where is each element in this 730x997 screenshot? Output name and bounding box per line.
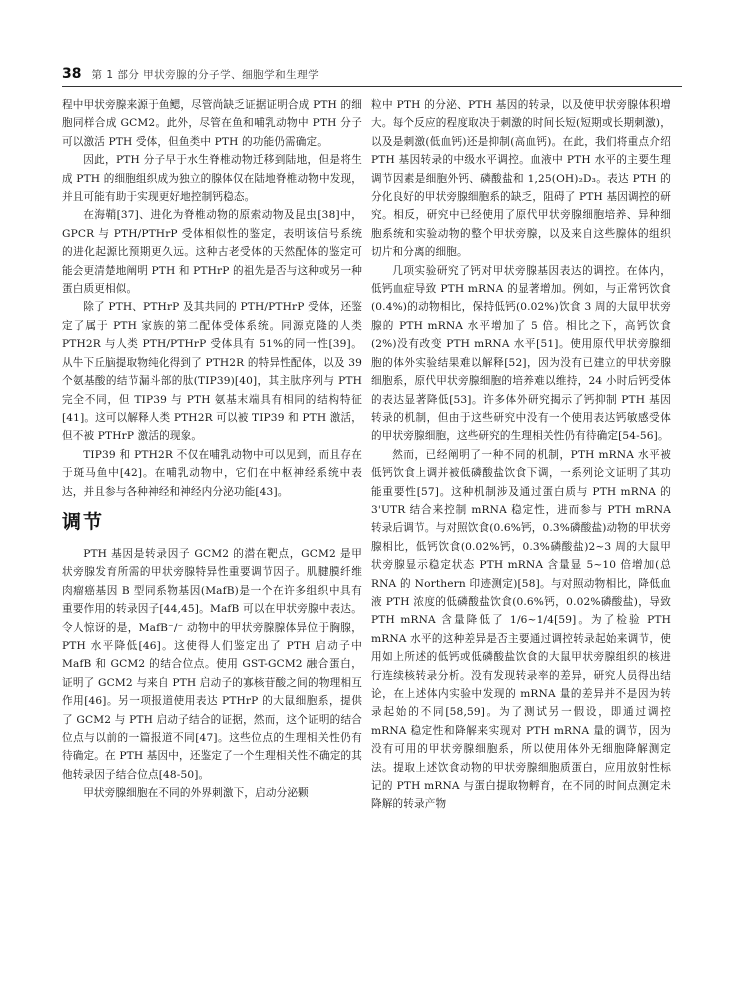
paragraph: 然而，已经阐明了一种不同的机制，PTH mRNA 水平被低钙饮食上调并被低磷酸盐饮食下调，一系列论文证明了其功能重要性[57]。这种机制涉及通过蛋白质与 PTH mRNA 的 3'UTR 结合来控制 mRNA 稳定性，进而参与 PTH mRNA 转录后调节。与对照饮食(0.6%钙，0.3%磷酸盐)动物的甲状旁腺相比，低钙饮食(0.02%钙，0.3%磷酸盐)2~3 周的大鼠甲状旁腺显示稳定状态 PTH mRNA 含量显 5~10 倍增加(总 RNA 的 Northern 印迹测定)[58]。与对照动物相比，降低血液 PTH 浓度的低磷酸盐饮食(0.6%钙，0.02%磷酸盐)，导致 PTH mRNA 含量降低了 1/6~1/4[59]。为了检验 PTH mRNA 水平的这种差异是否主要通过调控转录起始来调节，使用如上所述的低钙或低磷酸盐饮食的大鼠甲状旁腺组织的核进行连续核转录分析。没有发现转录率的差异，研究人员得出结论，在上述体内实验中发现的 mRNA 量的差异并不是因为转录起始的不同[58,59]。为了测试另一假设，即通过调控 mRNA 稳定性和降解来实现对 PTH mRNA 量的调节，因为没有可用的甲状旁腺细胞系，所以使用体外无细胞降解测定法。提取上述饮食动物的甲状旁腺细胞质蛋白，应用放射性标记的 PTH mRNA 与蛋白提取物孵育，在不同的时间点测定未降解的转录产物 (371, 448, 671, 811)
paragraph: 几项实验研究了钙对甲状旁腺基因表达的调控。在体内，低钙血症导致 PTH mRNA 的显著增加。例如，与正常钙饮食(0.4%)的动物相比，保持低钙(0.02%)饮食 3 周的大鼠甲状旁腺的 PTH mRNA 水平增加了 5 倍。相比之下，高钙饮食(2%)没有改变 PTH mRNA 水平[51]。使用原代甲状旁腺细胞的体外实验结果难以解释[52]，因为没有已建立的甲状旁腺细胞系，原代甲状旁腺细胞的培养难以维持，24 小时后钙受体的表达显著降低[53]。许多体外研究揭示了钙抑制 PTH 基因转录的机制，但由于这些研究中没有一个使用表达钙敏感受体的甲状旁腺细胞，这些研究的生理相关性仍有待确定[54-56]。 (371, 264, 671, 443)
paragraph: 甲状旁腺细胞在不同的外界刺激下，启动分泌颗 (83, 787, 309, 800)
paragraph: TIP39 和 PTH2R 不仅在哺乳动物中可以见到，而且存在于斑马鱼中[42]。在哺乳动物中，它们在中枢神经系统中表达，并且参与各种神经和神经内分泌功能[43]。 (62, 448, 362, 498)
running-header (62, 66, 682, 84)
paragraph: 除了 PTH、PTHrP 及其共同的 PTH/PTHrP 受体，还鉴定了属于 PTH 家族的第二配体受体系统。同源克隆的人类 PTH2R 与人类 PTH/PTHrP 受体具有 51%的同一性[39]。从牛下丘脑提取物纯化得到了 PTH2R 的特异性配体，以及 39 个氨基酸的结节漏斗部的肽(TIP39)[40]，其主肽序列与 PTH 完全不同，但 TIP39 与 PTH 氨基末端具有相同的结构特征[41]。这可以解释人类 PTH2R 可以被 TIP39 和 PTH 激活，但不被 PTHrP 激活的现象。 (62, 301, 362, 443)
paragraph: 在海鞘[37]、进化为脊椎动物的原索动物及昆虫[38]中，GPCR 与 PTH/PTHrP 受体相似性的鉴定，表明该信号系统的进化起源比预期更久远。这种古老受体的天然配体的鉴定可能会更清楚地阐明 PTH 和 PTHrP 的祖先是否与这种或另一种蛋白质更相似。 (62, 209, 362, 296)
running-head-title: 第 1 部分 甲状旁腺的分子学、细胞学和生理学 (91, 69, 320, 81)
section-heading: 调节 (62, 510, 105, 533)
paragraph: 粒中 PTH 的分泌、PTH 基因的转录，以及使甲状旁腺体积增大。每个反应的程度取决于刺激的时间长短(短期或长期刺激)，以及是刺激(低血钙)还是抑制(高血钙)。在此，我们将重点介绍 PTH 基因转录的中级水平调控。血液中 PTH 水平的主要生理调节因素是细胞外钙、磷酸盐和 1,25(OH)₂D₃。表达 PTH 的分化良好的甲状旁腺细胞系的缺乏，阻碍了 PTH 基因调控的研究。相反，研究中已经使用了原代甲状旁腺细胞培养、异种细胞系统和实验动物的整个甲状旁腺，以及来自这些腺体的组织切片和分离的细胞。 (371, 99, 671, 259)
left-column (62, 96, 362, 966)
right-column (371, 96, 671, 966)
paragraph: 程中甲状旁腺来源于鱼鳃，尽管尚缺乏证据证明合成 PTH 的细胞同样合成 GCM2。此外，尽管在鱼和哺乳动物中 PTH 分子可以激活 PTH 受体，但鱼类中 PTH 的功能仍需确定。 (62, 99, 362, 148)
paragraph: 因此，PTH 分子早于水生脊椎动物迁移到陆地，但是将生成 PTH 的细胞组织成为独立的腺体仅在陆地脊椎动物中发现，并且可能有助于实现更好地控制钙稳态。 (62, 154, 362, 204)
header-rule (62, 86, 682, 87)
page-number: 38 (62, 66, 82, 82)
paragraph: PTH 基因是转录因子 GCM2 的潜在靶点，GCM2 是甲状旁腺发育所需的甲状旁腺特异性重要调节因子。肌腱膜纤维肉瘤癌基因 B 型同系物基因(MafB)是一个在许多组织中具有重要作用的转录因子[44,45]。MafB 可以在甲状旁腺中表达。令人惊讶的是，MafB⁻/⁻ 动物中的甲状旁腺腺体异位于胸腺，PTH 水平降低[46]。这使得人们鉴定出了 PTH 启动子中 MafB 和 GCM2 的结合位点。使用 GST-GCM2 融合蛋白，证明了 GCM2 与来自 PTH 启动子的寡核苷酸之间的物理相互作用[46]。另一项报道使用表达 PTHrP 的大鼠细胞系，提供了 GCM2 与 PTH 启动子结合的证据，然而，这个证明的结合位点与以前的一篇报道不同[47]。这些位点的生理相关性仍有待确定。在 PTH 基因中，还鉴定了一个生理相关性不确定的其他转录因子结合位点[48-50]。 (62, 547, 362, 781)
